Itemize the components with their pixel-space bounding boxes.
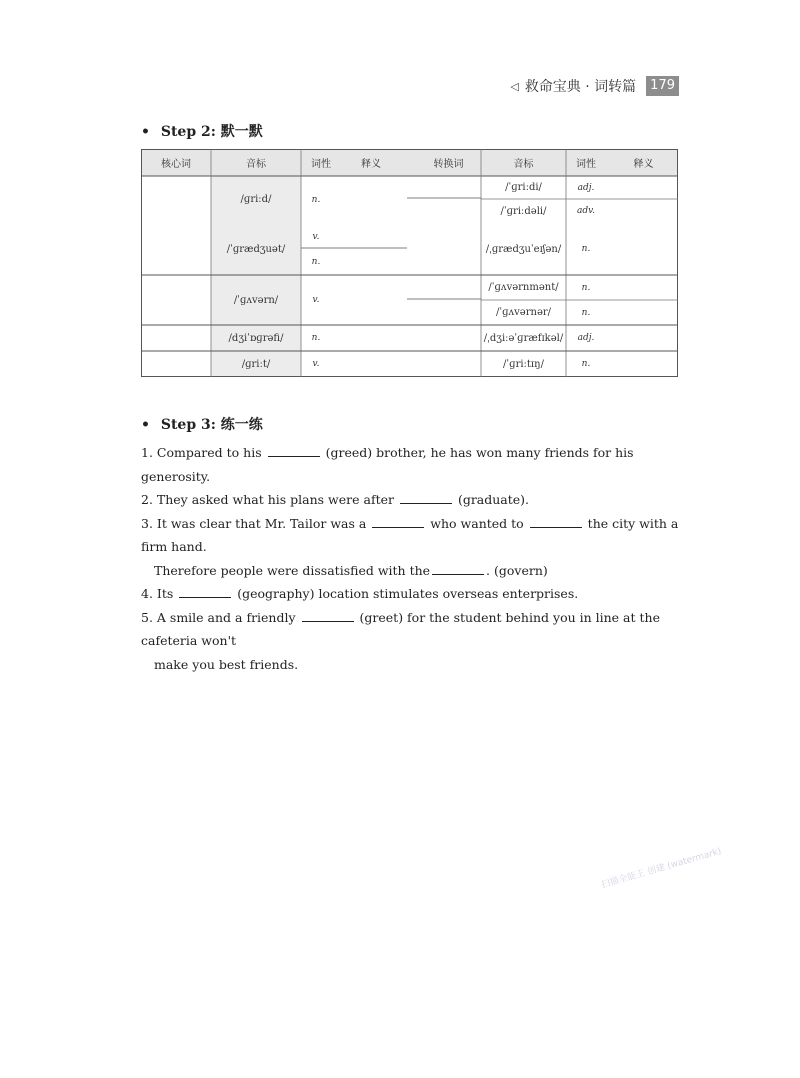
row3-phonetic: /ˈɡʌvərn/ [233,294,279,306]
exercise-4-blank[interactable] [179,585,231,598]
exercise-2-blank[interactable] [400,491,452,504]
exercise-3-text-a: 3. It was clear that Mr. Tailor was a [141,515,367,531]
row3-conv1-pos: n. [581,282,591,293]
row1-conv1-pos: adj. [577,182,595,193]
row4-conv1-phonetic: /ˌdʒiːəˈɡræfɪkəl/ [483,332,564,344]
exercise-list [141,441,681,676]
row2-conv1-phonetic: /ˌɡrædʒuˈeɪʃən/ [485,243,562,255]
row4-phonetic: /dʒiˈɒɡrəfi/ [228,332,284,344]
exercise-3-text-d: Therefore people were dissatisfied with the [154,562,431,578]
vocab-table [141,149,678,377]
exercise-3-text-e: . (govern) [486,562,548,578]
step2-heading [141,121,263,141]
exercise-3-text-b: who wanted to [430,515,524,531]
row2-pos-noun: n. [311,257,321,267]
exercise-2-text-a: 2. They asked what his plans were after [141,492,394,507]
exercise-3 [141,512,681,583]
row5-conv1-pos: n. [581,359,591,369]
exercise-5 [141,606,681,677]
exercise-3-blank-2[interactable] [530,515,582,528]
step2-label: Step 2: [160,124,216,140]
header-phonetic: 音标 [246,159,266,170]
exercise-3-blank-1[interactable] [372,515,424,528]
exercise-3-text-c: the city with a firm hand. [141,515,679,554]
bullet-icon: • [141,124,150,140]
row1-conv2-pos: adv. [576,206,595,216]
exercise-4 [141,582,681,606]
book-title: 救命宝典 · 词转篇 [524,79,637,95]
row2-pos-verb: v. [312,232,320,242]
row2-phonetic: /ˈɡrædʒuət/ [226,243,286,255]
triangle-left-icon: ◁ [510,79,519,93]
row1-pos: n. [311,194,321,205]
step3-label: Step 3: [160,417,216,433]
exercise-2 [141,488,681,512]
exercise-4-text-a: 4. Its [141,586,174,601]
exercise-1 [141,441,681,488]
header-core-word: 核心词 [161,159,191,170]
exercise-5-text-a: 5. A smile and a friendly [141,609,296,625]
header-converted-word: 转换词 [433,159,464,170]
step3-title: 练一练 [220,417,263,433]
row1-conv2-phonetic: /ˈɡriːdəli/ [500,205,547,217]
row3-conv2-phonetic: /ˈɡʌvərnər/ [495,307,552,318]
exercise-5-continuation: make you best friends. [154,656,299,672]
exercise-3-blank-3[interactable] [432,562,484,575]
row1-phonetic: /ɡriːd/ [240,194,272,205]
row1-conv1-phonetic: /ˈɡriːdi/ [505,182,542,193]
watermark: 扫描全能王 创建 (watermark) [600,846,723,891]
page-header [510,76,679,96]
row4-pos: n. [311,333,321,343]
header-conv-pos: 词性 [576,159,596,170]
row5-pos: v. [312,359,320,369]
exercise-5-text-b: (greet) for the student behind you in line at the cafeteria won't [141,609,660,648]
header-meaning: 释义 [361,159,381,170]
row5-phonetic: /ɡriːt/ [241,358,271,370]
row3-conv2-pos: n. [581,307,591,318]
header-pos: 词性 [311,159,331,170]
step3-heading [141,414,263,434]
exercise-1-text-b: (greed) brother, he has won many friends for his generosity. [141,445,634,484]
exercise-1-blank[interactable] [268,444,320,457]
row5-conv1-phonetic: /ˈɡriːtɪŋ/ [503,358,544,370]
header-conv-phonetic: 音标 [513,159,534,170]
row3-pos: v. [312,295,320,305]
exercise-3-continuation [141,559,681,583]
header-conv-meaning: 释义 [633,159,654,170]
exercise-1-text-a: 1. Compared to his [141,445,262,460]
page-number: 179 [646,76,679,96]
row4-conv1-pos: adj. [577,333,595,343]
row2-conv1-pos: n. [581,244,591,254]
exercise-2-text-b: (graduate). [457,492,530,507]
exercise-5-blank[interactable] [302,609,354,622]
exercise-4-text-b: (geography) location stimulates overseas enterprises. [237,586,579,601]
bullet-icon: • [141,417,150,433]
step2-title: 默一默 [220,124,263,140]
row3-conv1-phonetic: /ˈɡʌvərnmənt/ [488,282,559,293]
